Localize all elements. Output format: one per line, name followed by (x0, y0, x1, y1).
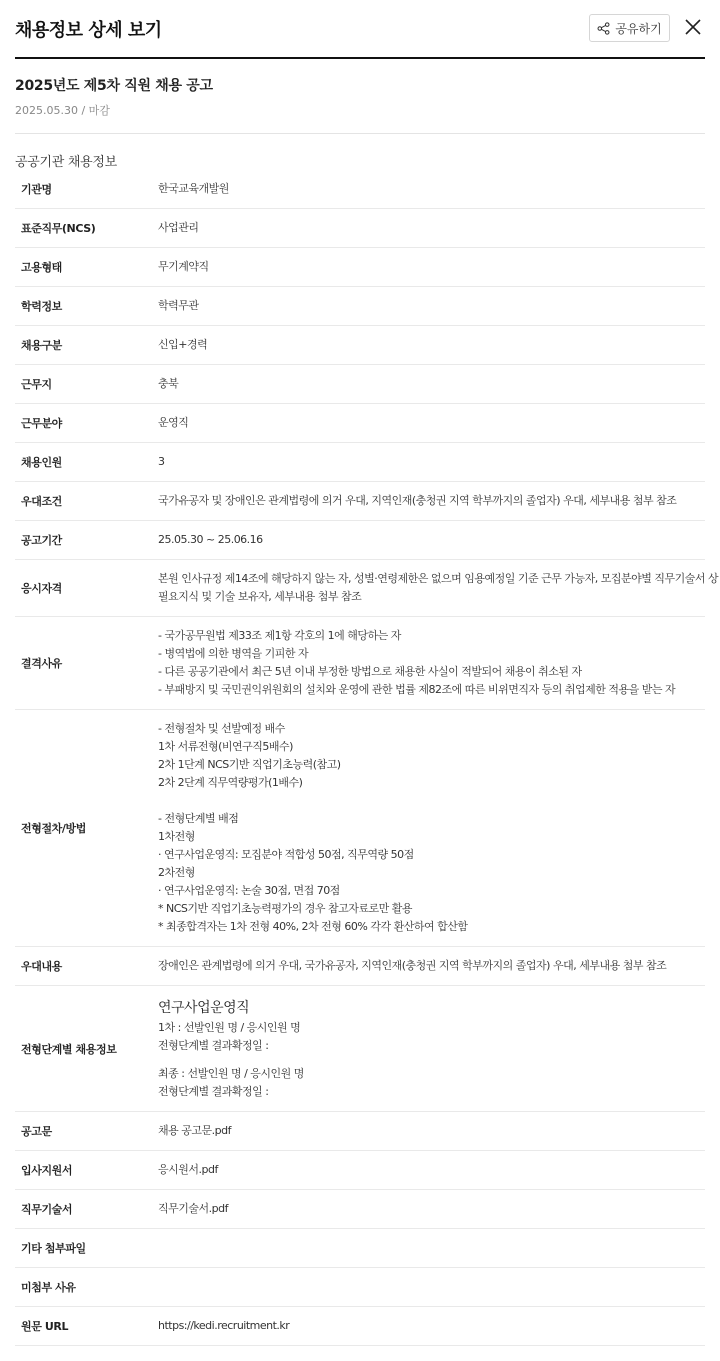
value-line: - 다른 공공기관에서 최근 5년 이내 부정한 방법으로 채용한 사실이 적발되어 채용이 취소된 자 (158, 665, 582, 678)
value-line: 본원 인사규정 제14조에 해당하지 않는 자, 성별·연령제한은 없으며 임용예정일 기준 근무 가능자, 모집분야별 직무기술서 상 (158, 572, 719, 585)
stage-heading: 연구사업운영직 (158, 999, 250, 1016)
table-row-source-url (15, 1307, 705, 1346)
table-row-employment-type (15, 248, 705, 287)
row-label: 공고기간 (21, 534, 62, 547)
value-line: 2차전형 (158, 866, 195, 879)
table-row-notice-file (15, 1112, 705, 1151)
row-value (158, 1161, 705, 1179)
value-line: 전형단계별 결과확정일 : (158, 1038, 269, 1052)
table-row-field (15, 404, 705, 443)
source-url-link[interactable]: https://kedi.recruitment.kr (158, 1319, 290, 1332)
modal-header (15, 0, 705, 59)
table-row-application-file (15, 1151, 705, 1190)
job-desc-file-link[interactable]: 직무기술서.pdf (158, 1202, 228, 1215)
row-label: 결격사유 (21, 657, 62, 670)
value-line: - 부패방지 및 국민권익위원회의 설치와 운영에 관한 법률 제82조에 따른 비위면직자 등의 취업제한 적용을 받는 자 (158, 683, 676, 696)
row-value: 충북 (158, 377, 179, 390)
page-title: 채용정보 상세 보기 (15, 20, 162, 41)
share-label: 공유하기 (615, 21, 662, 36)
row-value (158, 1317, 705, 1335)
divider (15, 133, 705, 134)
table-row-period (15, 521, 705, 560)
info-table (15, 170, 719, 1346)
table-row-ncs (15, 209, 705, 248)
value-line: - 국가공무원법 제33조 제1항 각호의 1에 해당하는 자 (158, 629, 401, 642)
row-label: 원문 URL (21, 1320, 69, 1333)
posting-date-status: 2025.05.30 / 마감 (15, 104, 110, 117)
table-row-stage-info (15, 986, 705, 1112)
value-line: 전형단계별 결과확정일 : (158, 1084, 269, 1098)
value-line-blank (158, 792, 705, 810)
value-line: - 병역법에 의한 병역을 기피한 자 (158, 647, 309, 660)
section-title: 공공기관 채용정보 (15, 155, 117, 170)
table-row-education (15, 287, 705, 326)
table-row-headcount (15, 443, 705, 482)
row-value: 운영직 (158, 416, 189, 429)
row-label: 근무분야 (21, 417, 62, 430)
table-row-job-desc-file (15, 1190, 705, 1229)
row-value (158, 1200, 705, 1218)
row-value: 한국교육개발원 (158, 182, 229, 195)
row-value (158, 1122, 705, 1140)
row-label: 기타 첨부파일 (21, 1242, 86, 1255)
value-line: 2차 2단계 직무역량평가(1배수) (158, 776, 303, 789)
value-line: · 연구사업운영직: 모집분야 적합성 50점, 직무역량 50점 (158, 848, 414, 861)
table-row-benefits (15, 947, 705, 986)
row-value: 장애인은 관계법령에 의거 우대, 국가유공자, 지역인재(충청권 지역 학부까지의 졸업자) 우대, 세부내용 첨부 참조 (158, 959, 667, 972)
row-label: 공고문 (21, 1125, 52, 1138)
row-label: 고용형태 (21, 261, 62, 274)
table-row-process (15, 710, 705, 947)
notice-file-link[interactable]: 채용 공고문.pdf (158, 1124, 231, 1137)
row-label: 전형절차/방법 (21, 822, 86, 835)
table-row-location (15, 365, 705, 404)
row-label: 응시자격 (21, 582, 62, 595)
value-line: 2차 1단계 NCS기반 직업기초능력(참고) (158, 758, 341, 771)
value-line: 필요지식 및 기술 보유자, 세부내용 첨부 참조 (158, 590, 362, 603)
application-file-link[interactable]: 응시원서.pdf (158, 1163, 218, 1176)
row-label: 입사지원서 (21, 1164, 73, 1177)
row-label: 채용구분 (21, 339, 62, 352)
table-row-disqualification (15, 617, 705, 710)
value-line: 1차전형 (158, 830, 195, 843)
value-line: 1차 : 선발인원 명 / 응시인원 명 (158, 1020, 301, 1034)
row-value: 3 (158, 455, 165, 468)
row-value (158, 570, 718, 606)
share-button[interactable] (589, 14, 670, 42)
spacer (158, 1055, 705, 1065)
value-line: * 최종합격자는 1차 전형 40%, 2차 전형 60% 각각 환산하여 합산함 (158, 920, 468, 933)
value-line: * NCS기반 직업기초능력평가의 경우 참고자료로만 활용 (158, 902, 413, 915)
row-value (158, 997, 705, 1101)
row-label: 표준직무(NCS) (21, 222, 96, 235)
table-row-preference (15, 482, 705, 521)
row-value (158, 720, 705, 936)
row-label: 우대조건 (21, 495, 62, 508)
row-value: 무기계약직 (158, 260, 209, 273)
table-row-other-files (15, 1229, 705, 1268)
table-row-hire-type (15, 326, 705, 365)
row-value: 사업관리 (158, 221, 199, 234)
row-value: 학력무관 (158, 299, 199, 312)
posting-title: 2025년도 제5차 직원 채용 공고 (15, 78, 213, 94)
row-value: 25.05.30 ~ 25.06.16 (158, 533, 263, 546)
value-line: - 전형절차 및 선발예정 배수 (158, 722, 285, 735)
table-row-agency (15, 170, 705, 209)
row-value: 신입+경력 (158, 338, 208, 351)
row-value (158, 627, 705, 699)
row-label: 전형단계별 채용정보 (21, 1042, 117, 1056)
row-label: 학력정보 (21, 300, 62, 313)
row-label: 직무기술서 (21, 1203, 73, 1216)
close-icon[interactable] (682, 16, 704, 38)
value-line: · 연구사업운영직: 논술 30점, 면접 70점 (158, 884, 340, 897)
table-row-qualification (15, 560, 719, 617)
row-label: 우대내용 (21, 960, 62, 973)
row-label: 근무지 (21, 378, 52, 391)
value-line: 최종 : 선발인원 명 / 응시인원 명 (158, 1066, 304, 1080)
value-line: 1차 서류전형(비연구직5배수) (158, 740, 293, 753)
row-label: 채용인원 (21, 456, 62, 469)
row-value: 국가유공자 및 장애인은 관계법령에 의거 우대, 지역인재(충청권 지역 학부까지의 졸업자) 우대, 세부내용 첨부 참조 (158, 494, 677, 507)
row-label: 기관명 (21, 183, 52, 196)
share-icon (597, 22, 610, 35)
row-label: 미첨부 사유 (21, 1281, 76, 1294)
table-row-missing-reason (15, 1268, 705, 1307)
value-line: - 전형단계별 배점 (158, 812, 239, 825)
